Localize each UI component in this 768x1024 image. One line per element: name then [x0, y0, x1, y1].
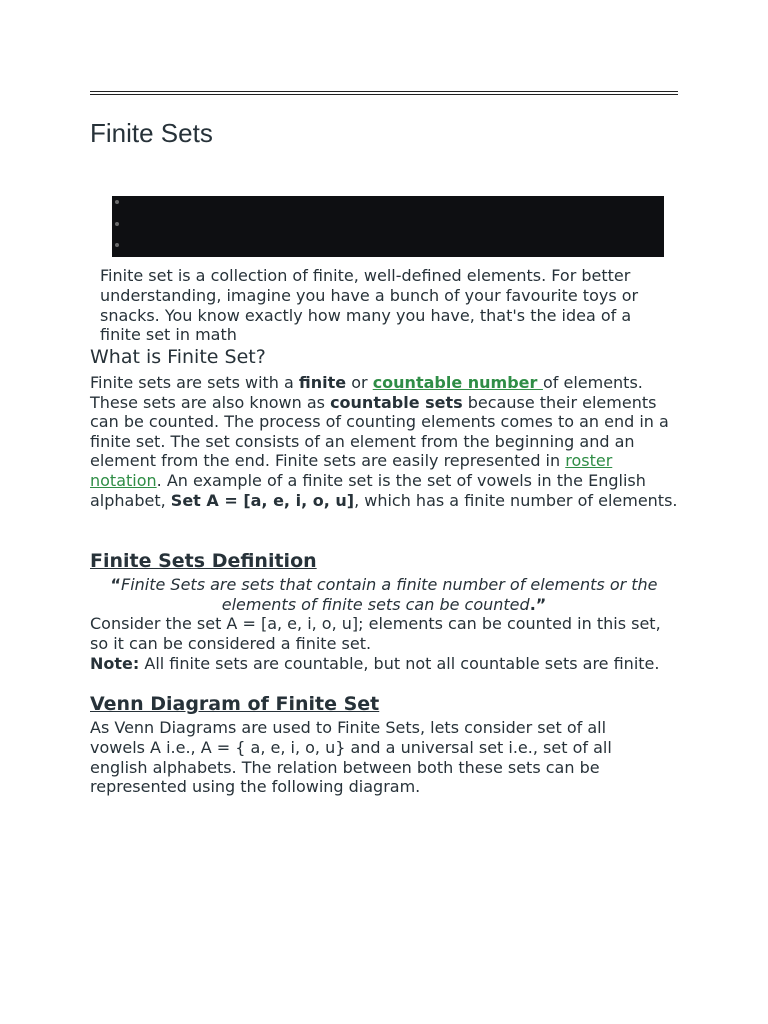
- bold-countable-sets: countable sets: [330, 392, 463, 412]
- definition-heading: Finite Sets Definition: [90, 550, 317, 572]
- quote-open-mark: “: [110, 575, 121, 594]
- countable-number-link[interactable]: countable number: [372, 373, 543, 392]
- consider-paragraph: [90, 614, 680, 673]
- definition-paragraph: [90, 373, 680, 510]
- quote-close-mark: .”: [529, 594, 547, 614]
- consider-text: Consider the set A = [a, e, i, o, u]; elements can be counted in this set, so it can be considered a finite set.: [90, 614, 661, 653]
- quote-text: Finite Sets are sets that contain a finite number of elements or the elements of finite sets can be counted: [120, 575, 658, 614]
- bold-finite: finite: [298, 373, 347, 392]
- intro-paragraph: Finite set is a collection of finite, well-defined elements. For better understanding, imagine you have a bunch of your favourite toys or snacks. You know exactly how many you have, that's the idea of a finite set in math: [100, 266, 639, 345]
- note-label: Note:: [90, 653, 140, 673]
- bullet-dot-2: [115, 222, 119, 226]
- text-run: because their elements can be counted. The process of counting elements comes to an end in a finite set. The set consists of an element from the beginning and an element from the end. Finite sets are easily represented in: [90, 392, 669, 471]
- roster-notation-link[interactable]: roster notation: [90, 451, 613, 490]
- text-run: . An example of a finite set is the set of vowels in the English alphabet,: [90, 470, 646, 510]
- text-run: or: [346, 373, 373, 392]
- text-run: , which has a finite number of elements.: [354, 490, 678, 510]
- definition-quote: [90, 575, 678, 615]
- bullet-dot-1: [115, 200, 119, 204]
- page-title: Finite Sets: [90, 118, 213, 148]
- top-divider: [90, 91, 678, 95]
- text-run: of elements. These sets are also known as: [90, 373, 643, 412]
- what-is-heading: What is Finite Set?: [90, 346, 266, 368]
- venn-heading: Venn Diagram of Finite Set: [90, 693, 380, 715]
- bullet-dot-3: [115, 243, 119, 247]
- note-text: All finite sets are countable, but not all countable sets are finite.: [139, 653, 660, 673]
- venn-paragraph: As Venn Diagrams are used to Finite Sets, lets consider set of all vowels A i.e., A = { a, e, i, o, u} and a universal set i.e., set of all english alphabets. The relation between both these sets can be represented using the following diagram.: [90, 718, 612, 797]
- text-run: Finite sets are sets with a: [90, 373, 299, 392]
- bold-set-a: Set A = [a, e, i, o, u]: [170, 490, 355, 510]
- embedded-media-placeholder[interactable]: [112, 196, 664, 257]
